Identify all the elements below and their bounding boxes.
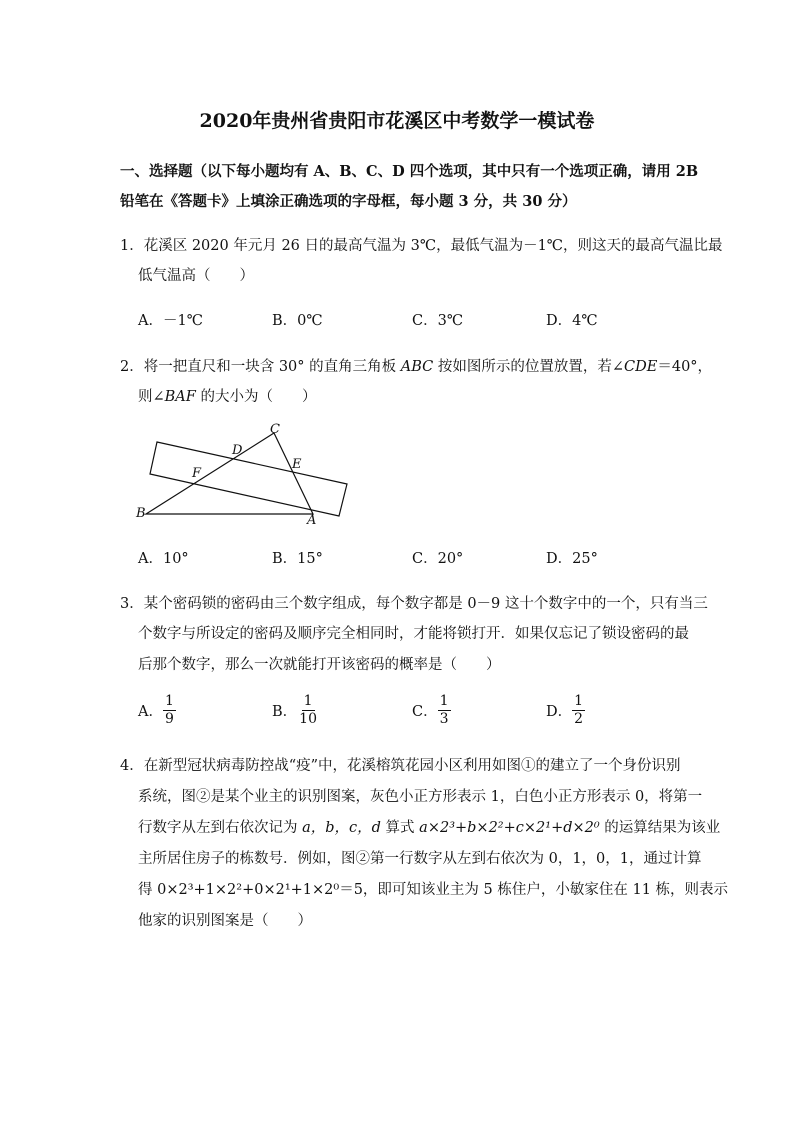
label-b: B: [136, 506, 146, 521]
q3-stem-line-1: 3．某个密码锁的密码由三个数字组成，每个数字都是 0－9 这十个数字中的一个，只有当三: [120, 596, 708, 612]
label-d: D: [232, 443, 243, 458]
q2-stem-line-2: [138, 385, 316, 406]
q1-option-b: B．0℃: [272, 313, 323, 329]
label-f: F: [192, 466, 202, 481]
q3-option-b: [272, 693, 319, 728]
fraction-numerator: 1: [164, 693, 174, 709]
q4-stem-line-5: 得 0×2³+1×2²+0×2¹+1×2⁰＝5，即可知该业主为 5 栋住户，小敏家住在 11 栋，则表示: [138, 882, 729, 898]
q3-option-d: [546, 693, 585, 728]
q3-option-a: [138, 693, 176, 728]
fraction-numerator: 1: [303, 693, 313, 709]
q3-option-b-fraction: [297, 693, 319, 728]
q4-expression: a×2³+b×2²+c×2¹+d×2⁰: [419, 820, 600, 836]
label-c: C: [270, 422, 280, 437]
q3-option-d-fraction: [572, 693, 585, 728]
section-heading-line-2: 铅笔在《答题卡》上填涂正确选项的字母框，每小题 3 分，共 30 分）: [120, 193, 577, 210]
q4-stem-3c: 的运算结果为该业: [599, 820, 721, 836]
q4-stem-line-1: 4．在新型冠状病毒防控战“疫”中，花溪榕筑花园小区利用如图①的建立了一个身份识别: [120, 758, 681, 774]
fraction-denominator: 2: [574, 711, 584, 727]
q2-angle-target: BAF: [164, 389, 196, 405]
q4-stem-line-4: 主所居住房子的栋数号．例如，图②第一行数字从左到右依次为 0，1，0，1，通过计算: [138, 851, 702, 867]
q4-stem-3a: 行数字从左到右依次记为: [138, 820, 303, 836]
fraction-denominator: 9: [164, 711, 174, 727]
q1-option-c: C．3℃: [412, 313, 464, 329]
q3-option-c: [412, 693, 451, 728]
q3-option-a-fraction: [163, 693, 176, 728]
q3-option-c-label: C．: [412, 704, 438, 720]
q2-geometry-figure: [130, 418, 360, 530]
q2-stem-2a: 则∠: [138, 389, 165, 405]
q2-stem-2b: 的大小为（ ）: [195, 389, 317, 405]
q2-option-b: B．15°: [272, 551, 323, 567]
q4-stem-line-3: [138, 816, 720, 837]
q1-stem-line-2: 低气温高（ ）: [138, 268, 254, 284]
q2-stem-1c: ＝40°，: [657, 359, 713, 375]
q3-option-b-label: B．: [272, 704, 298, 720]
fraction-denominator: 3: [439, 711, 449, 727]
q3-stem-line-3: 后那个数字，那么一次就能打开该密码的概率是（ ）: [138, 657, 501, 673]
fraction-denominator: 10: [299, 711, 317, 727]
q3-option-a-label: A．: [138, 704, 163, 720]
label-a: A: [307, 513, 317, 528]
q4-stem-line-6: 他家的识别图案是（ ）: [138, 913, 312, 929]
q2-option-c: C．20°: [412, 551, 464, 567]
ruler-shape: [150, 442, 347, 516]
q3-option-d-label: D．: [546, 704, 573, 720]
q3-option-c-fraction: [438, 693, 451, 728]
label-e: E: [292, 457, 302, 472]
fraction-numerator: 1: [439, 693, 449, 709]
q4-variables: a，b，c，d: [302, 820, 381, 836]
q2-stem-line-1: [120, 355, 712, 376]
page-title: 2020年贵州省贵阳市花溪区中考数学一模试卷: [199, 110, 595, 132]
fraction-numerator: 1: [574, 693, 584, 709]
q3-stem-line-2: 个数字与所设定的密码及顺序完全相同时，才能将锁打开．如果仅忘记了锁设密码的最: [138, 626, 689, 642]
q4-stem-3b: 算式: [380, 820, 420, 836]
section-heading-line-1: 一、选择题（以下每小题均有 A、B、C、D 四个选项，其中只有一个选项正确，请用 2B: [120, 163, 699, 180]
q1-option-a: A．－1℃: [138, 313, 203, 329]
q4-stem-line-2: 系统，图②是某个业主的识别图案，灰色小正方形表示 1，白色小正方形表示 0，将第一: [138, 789, 703, 805]
q1-stem-line-1: 1．花溪区 2020 年元月 26 日的最高气温为 3℃，最低气温为－1℃，则这天的最高气温比最: [120, 238, 723, 254]
q2-option-a: A．10°: [138, 551, 189, 567]
q2-stem-1a: 2．将一把直尺和一块含 30° 的直角三角板: [120, 359, 401, 375]
q2-angle-name: CDE: [624, 359, 658, 375]
q2-option-d: D．25°: [546, 551, 598, 567]
q2-triangle-name: ABC: [400, 359, 434, 375]
q1-option-d: D．4℃: [546, 313, 598, 329]
q2-stem-1b: 按如图所示的位置放置，若∠: [433, 359, 625, 375]
